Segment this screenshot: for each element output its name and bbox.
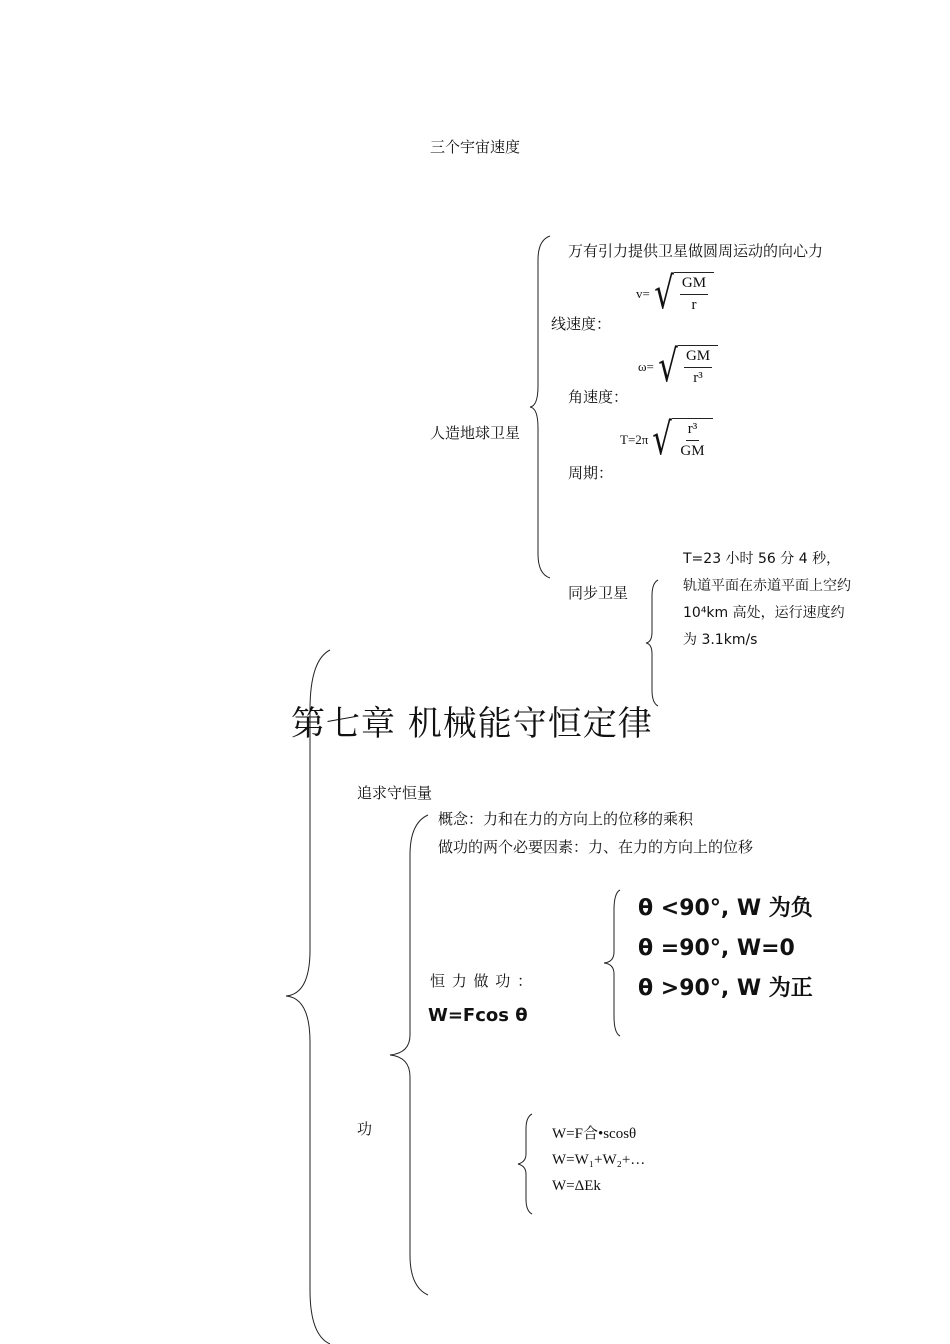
total-work-formula-2: W=W₁+W₂+… [552,1152,646,1168]
work-factors: 做功的两个必要因素：力、在力的方向上的位移 [438,838,754,856]
formula-lhs: v= [636,286,650,301]
sync-brace [646,580,662,706]
angle-case-acute: θ <90°, W 为负 [638,896,813,921]
denominator: GM [680,443,705,459]
angular-speed-label: 角速度： [568,388,629,406]
fraction [674,272,714,316]
satellite-title: 人造地球卫星 [430,424,521,442]
angular-speed-formula [638,341,718,392]
period-formula [620,414,713,465]
sync-satellite-note: T=23 小时 56 分 4 秒，轨道平面在赤道平面上空约 10⁴km 高处，运行速度约为 3.1km/s [683,551,851,648]
linear-speed-label: 线速度： [551,315,612,333]
formula-lhs: ω= [638,359,654,374]
angle-cases-brace [604,890,624,1036]
sqrt-icon: √ [654,268,674,319]
sqrt-icon: √ [652,414,673,465]
gravity-note: 万有引力提供卫星做圆周运动的向心力 [568,242,824,260]
period-label: 周期： [568,464,614,482]
constant-force-formula: W=Fcos θ [428,1005,528,1026]
angle-case-obtuse: θ >90°, W 为正 [638,976,813,1001]
numerator: r³ [686,419,700,441]
chapter-brace [286,650,332,1344]
total-work-formula-1: W=F合•scosθ [552,1126,637,1142]
work-concept: 概念：力和在力的方向上的位移的乘积 [438,810,694,828]
denominator: r³ [693,370,703,386]
sqrt-icon: √ [658,341,678,392]
satellite-brace [530,236,554,578]
pursuit-label: 追求守恒量 [357,784,433,802]
cosmic-speeds-heading: 三个宇宙速度 [430,138,521,156]
denominator: r [691,297,697,313]
work-brace [390,815,430,1295]
numerator: GM [684,346,712,368]
constant-force-label: 恒 力 做 功 ： [430,972,534,990]
sync-satellite-label: 同步卫星 [568,584,629,602]
formula-lhs: T=2π [620,432,649,447]
work-label: 功 [357,1120,373,1138]
total-work-brace [518,1114,534,1214]
numerator: GM [680,273,708,295]
chapter-title: 第七章 机械能守恒定律 [291,704,653,744]
total-work-formula-3: W=ΔEk [552,1178,601,1194]
angle-case-right: θ =90°, W=0 [638,936,795,961]
fraction [678,345,718,389]
fraction [672,418,712,462]
linear-speed-formula [636,268,714,319]
